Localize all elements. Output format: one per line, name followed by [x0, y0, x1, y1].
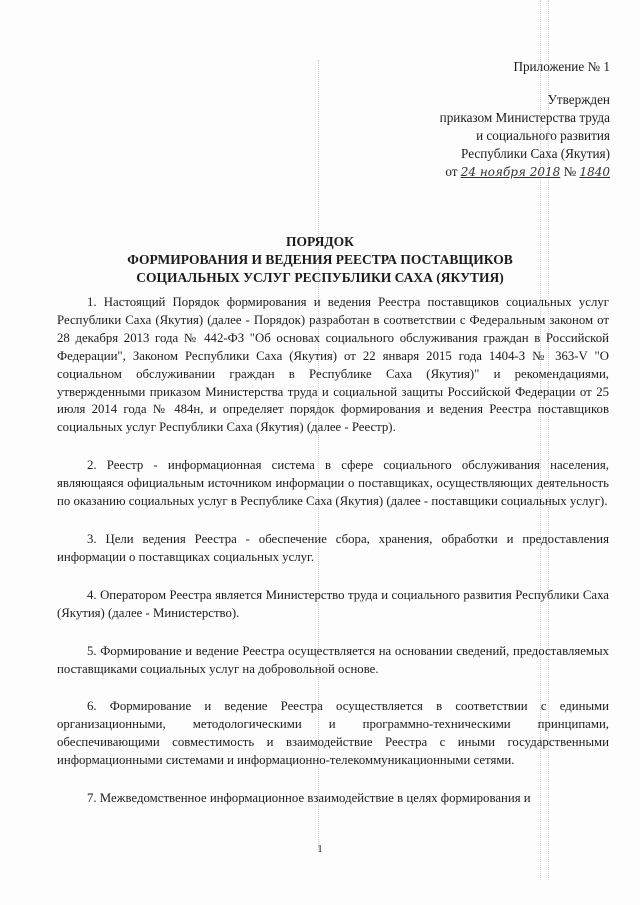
number-prefix: № [563, 164, 577, 179]
paragraph-7: 7. Межведомственное информационное взаимодействие в целях формирования и [87, 791, 531, 806]
title-line-2: ФОРМИРОВАНИЯ И ВЕДЕНИЯ РЕЕСТРА ПОСТАВЩИКОВ [127, 252, 513, 267]
approval-header [440, 58, 610, 181]
paragraph-6: 6. Формирование и ведение Реестра осуществляется в соответствии с едиными организационными, методологическими и программно-техническими принципами, обеспечивающими совместимость и взаимодействие Реестра с иными государственными информационными системами и информационно-телекоммуникационными сетями. [57, 699, 609, 768]
paragraph-3: 3. Цели ведения Реестра - обеспечение сбора, хранения, обработки и предоставления информации о поставщиках социальных услуг. [57, 531, 609, 564]
paragraph-1: 1. Настоящий Порядок формирования и ведения Реестра поставщиков социальных услуг Республики Саха (Якутия) (далее - Порядок) разработан в соответствии с Федеральным законом от 28 декабря 2013 года № 442-ФЗ "Об основах социального обслуживания граждан в Российской Федерации", Законом Республики Саха (Якутия) от 22 января 2015 года 1404-З № 363-V "О социальном обслуживании граждан в Республике Саха (Якутия)" и рекомендациями, утвержденными приказом Министерства труда и социальной защиты Российской Федерации от 25 июля 2014 года № 484н, и определяет порядок формирования и ведения Реестра поставщиков социальных услуг Республики Саха (Якутия) (далее - Реестр). [57, 295, 609, 435]
paragraph-5: 5. Формирование и ведение Реестра осуществляется на основании сведений, предоставляемых поставщиками социальных услуг на добровольной основе. [57, 643, 609, 676]
title-line-1: ПОРЯДОК [286, 234, 354, 249]
title-line-3: СОЦИАЛЬНЫХ УСЛУГ РЕСПУБЛИКИ САХА (ЯКУТИЯ) [136, 270, 504, 285]
document-body [57, 294, 609, 808]
approved-label: Утвержден [547, 92, 610, 107]
handwritten-number: 1840 [579, 165, 610, 179]
approval-date-line [445, 163, 610, 181]
paragraph-2: 2. Реестр - информационная система в сфере социального обслуживания населения, являющаяся официальным источником информации о поставщиках, осуществляющих деятельность по оказанию социальных услуг в Республике Саха (Якутия) (далее - поставщики социальных услуг). [57, 458, 609, 509]
page-number: 1 [317, 843, 323, 855]
date-prefix: от [445, 164, 458, 179]
paragraph-4: 4. Оператором Реестра является Министерство труда и социального развития Республики Саха (Якутия) (далее - Министерство). [57, 587, 609, 620]
document-title [0, 233, 640, 287]
annex-label: Приложение № 1 [513, 59, 610, 74]
approval-line-1: приказом Министерства труда [439, 110, 610, 125]
approval-line-3: Республики Саха (Якутия) [461, 146, 610, 161]
handwritten-date: 24 ноября 2018 [460, 165, 561, 179]
approval-line-2: и социального развития [476, 128, 610, 143]
